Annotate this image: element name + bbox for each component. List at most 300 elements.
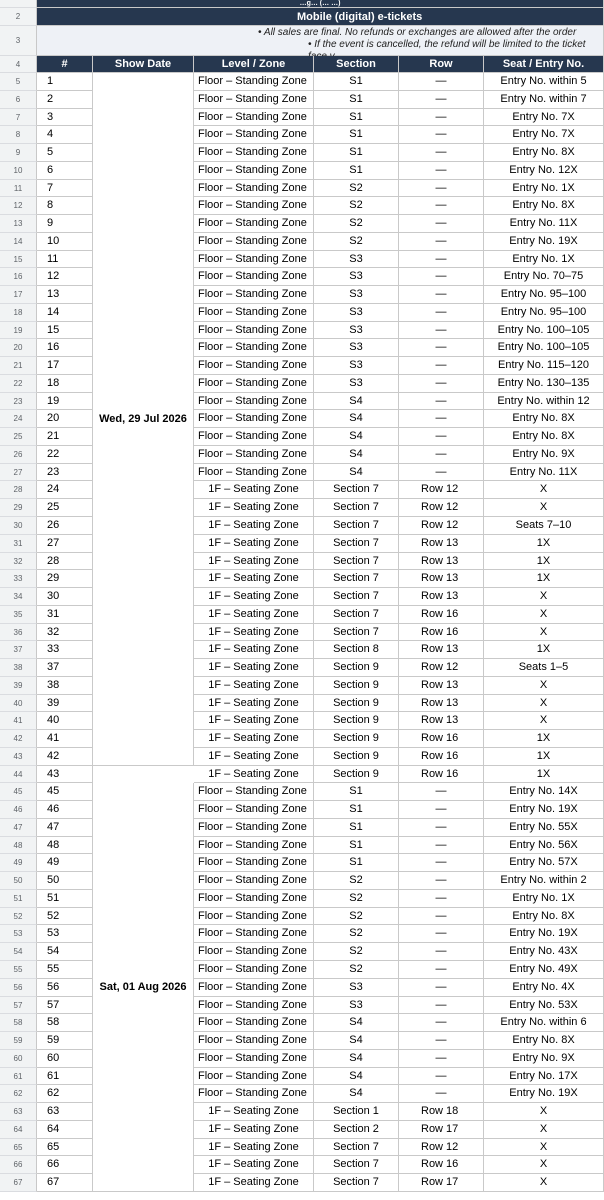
cell-level-zone[interactable]: Floor – Standing Zone	[194, 180, 314, 198]
cell-seat-entry[interactable]: X	[484, 1174, 604, 1192]
cell-section[interactable]: S4	[314, 464, 399, 482]
cell-number[interactable]: 59	[37, 1032, 93, 1050]
row-number[interactable]: 29	[0, 499, 37, 517]
row-number[interactable]: 15	[0, 251, 37, 269]
row-number[interactable]: 26	[0, 446, 37, 464]
cell-seat-entry[interactable]: Entry No. 55X	[484, 819, 604, 837]
row-number[interactable]: 31	[0, 535, 37, 553]
cell-section[interactable]: S1	[314, 854, 399, 872]
cell-section[interactable]: S2	[314, 215, 399, 233]
cell-seat-entry[interactable]: X	[484, 712, 604, 730]
cell-row[interactable]: —	[399, 73, 484, 91]
row-number[interactable]: 7	[0, 109, 37, 127]
cell-row[interactable]: Row 16	[399, 766, 484, 784]
row-number[interactable]: 11	[0, 180, 37, 198]
cell-section[interactable]: S4	[314, 428, 399, 446]
cell-seat-entry[interactable]: Entry No. 57X	[484, 854, 604, 872]
cell-row[interactable]: —	[399, 428, 484, 446]
cell-section[interactable]: S4	[314, 1050, 399, 1068]
col-header-show-date[interactable]: Show Date	[93, 56, 194, 73]
cell-section[interactable]: S3	[314, 979, 399, 997]
cell-section[interactable]: S3	[314, 322, 399, 340]
row-number[interactable]: 58	[0, 1014, 37, 1032]
cell-row[interactable]: —	[399, 1014, 484, 1032]
col-header-row[interactable]: Row	[399, 56, 484, 73]
row-number[interactable]: 53	[0, 925, 37, 943]
cell-level-zone[interactable]: Floor – Standing Zone	[194, 819, 314, 837]
cell-section[interactable]: S1	[314, 73, 399, 91]
cell-row[interactable]: Row 12	[399, 481, 484, 499]
cell-row[interactable]: —	[399, 91, 484, 109]
cell-seat-entry[interactable]: Entry No. 43X	[484, 943, 604, 961]
cell-row[interactable]: Row 13	[399, 641, 484, 659]
cell-level-zone[interactable]: Floor – Standing Zone	[194, 801, 314, 819]
cell-number[interactable]: 67	[37, 1174, 93, 1192]
cell-section[interactable]: Section 7	[314, 535, 399, 553]
row-number[interactable]: 66	[0, 1156, 37, 1174]
cell-number[interactable]: 48	[37, 837, 93, 855]
cell-row[interactable]: Row 13	[399, 712, 484, 730]
cell-section[interactable]: S4	[314, 1014, 399, 1032]
row-number[interactable]: 18	[0, 304, 37, 322]
cell-number[interactable]: 2	[37, 91, 93, 109]
cell-row[interactable]: —	[399, 997, 484, 1015]
cell-section[interactable]: S2	[314, 197, 399, 215]
cell-row[interactable]: Row 12	[399, 517, 484, 535]
row-number[interactable]: 8	[0, 126, 37, 144]
cell-row[interactable]: —	[399, 393, 484, 411]
cell-section[interactable]: Section 7	[314, 1156, 399, 1174]
cell-row[interactable]: Row 16	[399, 606, 484, 624]
row-number[interactable]: 6	[0, 91, 37, 109]
cell-number[interactable]: 30	[37, 588, 93, 606]
row-number[interactable]: 56	[0, 979, 37, 997]
cell-seat-entry[interactable]: Seats 1–5	[484, 659, 604, 677]
cell-number[interactable]: 65	[37, 1139, 93, 1157]
cell-number[interactable]: 25	[37, 499, 93, 517]
cell-row[interactable]: Row 12	[399, 1139, 484, 1157]
cell-seat-entry[interactable]: 1X	[484, 766, 604, 784]
cell-seat-entry[interactable]: Entry No. 56X	[484, 837, 604, 855]
row-number[interactable]: 65	[0, 1139, 37, 1157]
row-number[interactable]: 39	[0, 677, 37, 695]
cell-number[interactable]: 52	[37, 908, 93, 926]
cell-section[interactable]: Section 2	[314, 1121, 399, 1139]
cell-seat-entry[interactable]: X	[484, 1139, 604, 1157]
cell-row[interactable]: —	[399, 979, 484, 997]
cell-number[interactable]: 51	[37, 890, 93, 908]
cell-seat-entry[interactable]: 1X	[484, 748, 604, 766]
cell-level-zone[interactable]: 1F – Seating Zone	[194, 659, 314, 677]
cell-number[interactable]: 12	[37, 268, 93, 286]
cell-number[interactable]: 22	[37, 446, 93, 464]
cell-number[interactable]: 60	[37, 1050, 93, 1068]
cell-seat-entry[interactable]: Entry No. 49X	[484, 961, 604, 979]
cell-section[interactable]: S3	[314, 357, 399, 375]
row-number[interactable]: 25	[0, 428, 37, 446]
cell-section[interactable]: S1	[314, 144, 399, 162]
cell-row[interactable]: —	[399, 783, 484, 801]
cell-row[interactable]: —	[399, 854, 484, 872]
row-number[interactable]: 23	[0, 393, 37, 411]
banner-title[interactable]: Mobile (digital) e-tickets	[37, 8, 604, 26]
cell-seat-entry[interactable]: X	[484, 624, 604, 642]
cell-row[interactable]: —	[399, 1032, 484, 1050]
cell-section[interactable]: S2	[314, 872, 399, 890]
cell-seat-entry[interactable]: Entry No. 9X	[484, 1050, 604, 1068]
cell-section[interactable]: Section 9	[314, 766, 399, 784]
cell-level-zone[interactable]: 1F – Seating Zone	[194, 641, 314, 659]
cell-row[interactable]: Row 13	[399, 570, 484, 588]
cell-section[interactable]: Section 9	[314, 677, 399, 695]
cell-section[interactable]: S1	[314, 801, 399, 819]
cell-number[interactable]: 24	[37, 481, 93, 499]
cell-row[interactable]: Row 13	[399, 677, 484, 695]
cell-number[interactable]: 20	[37, 410, 93, 428]
cell-row[interactable]: —	[399, 819, 484, 837]
cell-number[interactable]: 33	[37, 641, 93, 659]
cell-number[interactable]: 41	[37, 730, 93, 748]
cell-level-zone[interactable]: Floor – Standing Zone	[194, 162, 314, 180]
cell-seat-entry[interactable]: Entry No. 7X	[484, 109, 604, 127]
cell-section[interactable]: S2	[314, 961, 399, 979]
cell-section[interactable]: Section 7	[314, 588, 399, 606]
cell-section[interactable]: Section 9	[314, 712, 399, 730]
cell-number[interactable]: 19	[37, 393, 93, 411]
row-number[interactable]: 45	[0, 783, 37, 801]
cell-section[interactable]: S1	[314, 837, 399, 855]
cell-seat-entry[interactable]: Entry No. 11X	[484, 215, 604, 233]
cell-seat-entry[interactable]: Entry No. 11X	[484, 464, 604, 482]
cell-seat-entry[interactable]: 1X	[484, 570, 604, 588]
cell-section[interactable]: S1	[314, 819, 399, 837]
cell-seat-entry[interactable]: 1X	[484, 641, 604, 659]
row-number[interactable]: 41	[0, 712, 37, 730]
row-number[interactable]: 42	[0, 730, 37, 748]
row-number[interactable]: 22	[0, 375, 37, 393]
cell-number[interactable]: 40	[37, 712, 93, 730]
cell-section[interactable]: Section 1	[314, 1103, 399, 1121]
cell-level-zone[interactable]: 1F – Seating Zone	[194, 695, 314, 713]
cell-level-zone[interactable]: Floor – Standing Zone	[194, 126, 314, 144]
cell-seat-entry[interactable]: Entry No. 100–105	[484, 339, 604, 357]
cell-level-zone[interactable]: Floor – Standing Zone	[194, 1050, 314, 1068]
cell-section[interactable]: S3	[314, 997, 399, 1015]
row-number[interactable]: 12	[0, 197, 37, 215]
cell-row[interactable]: Row 16	[399, 748, 484, 766]
cell-number[interactable]: 23	[37, 464, 93, 482]
cell-section[interactable]: S3	[314, 251, 399, 269]
cell-section[interactable]: S2	[314, 943, 399, 961]
cell-row[interactable]: Row 12	[399, 499, 484, 517]
cell-number[interactable]: 38	[37, 677, 93, 695]
cell-seat-entry[interactable]: Entry No. 19X	[484, 233, 604, 251]
cell-level-zone[interactable]: Floor – Standing Zone	[194, 979, 314, 997]
row-number[interactable]: 51	[0, 890, 37, 908]
cell-seat-entry[interactable]: 1X	[484, 730, 604, 748]
row-number[interactable]: 24	[0, 410, 37, 428]
row-number[interactable]: 10	[0, 162, 37, 180]
cell-level-zone[interactable]: 1F – Seating Zone	[194, 553, 314, 571]
cell-number[interactable]: 18	[37, 375, 93, 393]
row-number[interactable]: 28	[0, 481, 37, 499]
row-number[interactable]: 33	[0, 570, 37, 588]
cell-number[interactable]: 16	[37, 339, 93, 357]
cell-seat-entry[interactable]: Entry No. 7X	[484, 126, 604, 144]
cell-section[interactable]: Section 8	[314, 641, 399, 659]
cell-section[interactable]: S4	[314, 393, 399, 411]
cell-seat-entry[interactable]: X	[484, 588, 604, 606]
cell-number[interactable]: 28	[37, 553, 93, 571]
cell-level-zone[interactable]: 1F – Seating Zone	[194, 481, 314, 499]
row-number[interactable]: 3	[0, 26, 37, 56]
cell-row[interactable]: —	[399, 908, 484, 926]
cell-section[interactable]: S1	[314, 783, 399, 801]
col-header-number[interactable]: #	[37, 56, 93, 73]
cell-number[interactable]: 26	[37, 517, 93, 535]
cell-row[interactable]: Row 12	[399, 659, 484, 677]
cell-row[interactable]: —	[399, 322, 484, 340]
cell-number[interactable]: 42	[37, 748, 93, 766]
cell-seat-entry[interactable]: X	[484, 1103, 604, 1121]
cell-number[interactable]: 1	[37, 73, 93, 91]
cell-section[interactable]: S1	[314, 126, 399, 144]
cell-seat-entry[interactable]: 1X	[484, 535, 604, 553]
cell-seat-entry[interactable]: Entry No. 95–100	[484, 304, 604, 322]
notice-cell[interactable]	[37, 26, 604, 56]
cell-level-zone[interactable]: Floor – Standing Zone	[194, 251, 314, 269]
cell-row[interactable]: —	[399, 961, 484, 979]
cell-seat-entry[interactable]: Entry No. 8X	[484, 410, 604, 428]
cell-number[interactable]: 37	[37, 659, 93, 677]
cell-row[interactable]: —	[399, 410, 484, 428]
cell-seat-entry[interactable]: Entry No. within 2	[484, 872, 604, 890]
cell-seat-entry[interactable]: Entry No. 70–75	[484, 268, 604, 286]
col-header-seat-entry[interactable]: Seat / Entry No.	[484, 56, 604, 73]
row-number[interactable]: 46	[0, 801, 37, 819]
cell-level-zone[interactable]: Floor – Standing Zone	[194, 322, 314, 340]
cell-row[interactable]: —	[399, 925, 484, 943]
cell-seat-entry[interactable]: Entry No. 8X	[484, 428, 604, 446]
cell-number[interactable]: 32	[37, 624, 93, 642]
cell-seat-entry[interactable]: X	[484, 677, 604, 695]
cell-level-zone[interactable]: Floor – Standing Zone	[194, 1068, 314, 1086]
cell-section[interactable]: S3	[314, 286, 399, 304]
row-number[interactable]: 61	[0, 1068, 37, 1086]
cell-level-zone[interactable]: 1F – Seating Zone	[194, 535, 314, 553]
cell-number[interactable]: 64	[37, 1121, 93, 1139]
row-number[interactable]: 62	[0, 1085, 37, 1103]
cell-seat-entry[interactable]: X	[484, 1156, 604, 1174]
cell-seat-entry[interactable]: Entry No. 8X	[484, 144, 604, 162]
cell-seat-entry[interactable]: Entry No. 14X	[484, 783, 604, 801]
cell-seat-entry[interactable]: X	[484, 481, 604, 499]
cell-section[interactable]: Section 9	[314, 748, 399, 766]
cell-level-zone[interactable]: 1F – Seating Zone	[194, 1174, 314, 1192]
cell-row[interactable]: Row 13	[399, 553, 484, 571]
cell-row[interactable]: —	[399, 872, 484, 890]
cell-number[interactable]: 39	[37, 695, 93, 713]
cell-seat-entry[interactable]: Entry No. 9X	[484, 446, 604, 464]
row-number[interactable]: 19	[0, 322, 37, 340]
cell-level-zone[interactable]: 1F – Seating Zone	[194, 1156, 314, 1174]
cell-seat-entry[interactable]: Entry No. 8X	[484, 1032, 604, 1050]
row-number[interactable]: 54	[0, 943, 37, 961]
cell-seat-entry[interactable]: Entry No. 1X	[484, 890, 604, 908]
cell-level-zone[interactable]: 1F – Seating Zone	[194, 1103, 314, 1121]
cell-row[interactable]: —	[399, 126, 484, 144]
cell-level-zone[interactable]: Floor – Standing Zone	[194, 1014, 314, 1032]
cell-row[interactable]: —	[399, 144, 484, 162]
cell-row[interactable]: Row 17	[399, 1174, 484, 1192]
cell-number[interactable]: 62	[37, 1085, 93, 1103]
cell-row[interactable]: —	[399, 304, 484, 322]
cell-level-zone[interactable]: Floor – Standing Zone	[194, 286, 314, 304]
cell-seat-entry[interactable]: X	[484, 499, 604, 517]
cell-section[interactable]: Section 9	[314, 730, 399, 748]
cell-section[interactable]: S2	[314, 925, 399, 943]
cell-level-zone[interactable]: 1F – Seating Zone	[194, 1121, 314, 1139]
cell-number[interactable]: 50	[37, 872, 93, 890]
row-number[interactable]: 59	[0, 1032, 37, 1050]
cell-level-zone[interactable]: Floor – Standing Zone	[194, 233, 314, 251]
row-number[interactable]: 27	[0, 464, 37, 482]
cell-seat-entry[interactable]: Entry No. 53X	[484, 997, 604, 1015]
cell-number[interactable]: 56	[37, 979, 93, 997]
cell-level-zone[interactable]: Floor – Standing Zone	[194, 908, 314, 926]
cell-seat-entry[interactable]: Entry No. 8X	[484, 197, 604, 215]
cell-level-zone[interactable]: Floor – Standing Zone	[194, 428, 314, 446]
cell-seat-entry[interactable]: Entry No. within 12	[484, 393, 604, 411]
row-number[interactable]: 20	[0, 339, 37, 357]
cell-level-zone[interactable]: Floor – Standing Zone	[194, 837, 314, 855]
cell-section[interactable]: Section 7	[314, 606, 399, 624]
cell-section[interactable]: Section 7	[314, 499, 399, 517]
cell-row[interactable]: Row 13	[399, 588, 484, 606]
cell-row[interactable]: —	[399, 286, 484, 304]
row-number[interactable]: 30	[0, 517, 37, 535]
cell-level-zone[interactable]: Floor – Standing Zone	[194, 854, 314, 872]
cell-level-zone[interactable]: 1F – Seating Zone	[194, 588, 314, 606]
row-number[interactable]: 64	[0, 1121, 37, 1139]
cell-level-zone[interactable]: 1F – Seating Zone	[194, 730, 314, 748]
row-number[interactable]: 43	[0, 748, 37, 766]
cell-level-zone[interactable]: Floor – Standing Zone	[194, 925, 314, 943]
row-number[interactable]: 60	[0, 1050, 37, 1068]
cell-number[interactable]: 8	[37, 197, 93, 215]
row-number[interactable]: 52	[0, 908, 37, 926]
cell-number[interactable]: 46	[37, 801, 93, 819]
cell-section[interactable]: S3	[314, 339, 399, 357]
cell-number[interactable]: 43	[37, 766, 93, 784]
row-number[interactable]: 35	[0, 606, 37, 624]
cell-seat-entry[interactable]: X	[484, 695, 604, 713]
row-number[interactable]: 67	[0, 1174, 37, 1192]
cell-seat-entry[interactable]: Seats 7–10	[484, 517, 604, 535]
cell-row[interactable]: —	[399, 197, 484, 215]
cell-seat-entry[interactable]: X	[484, 606, 604, 624]
cell-seat-entry[interactable]: 1X	[484, 553, 604, 571]
cell-section[interactable]: S4	[314, 1085, 399, 1103]
row-number[interactable]: 37	[0, 641, 37, 659]
cell-row[interactable]: —	[399, 180, 484, 198]
row-number[interactable]: 9	[0, 144, 37, 162]
cell-seat-entry[interactable]: Entry No. within 7	[484, 91, 604, 109]
row-number[interactable]: 17	[0, 286, 37, 304]
cell-row[interactable]: —	[399, 109, 484, 127]
row-number[interactable]: 57	[0, 997, 37, 1015]
cell-number[interactable]: 5	[37, 144, 93, 162]
cell-level-zone[interactable]: Floor – Standing Zone	[194, 783, 314, 801]
col-header-level-zone[interactable]: Level / Zone	[194, 56, 314, 73]
cell-level-zone[interactable]: Floor – Standing Zone	[194, 215, 314, 233]
cell-number[interactable]: 3	[37, 109, 93, 127]
cell-level-zone[interactable]: 1F – Seating Zone	[194, 499, 314, 517]
row-number[interactable]: 36	[0, 624, 37, 642]
cell-seat-entry[interactable]: Entry No. within 6	[484, 1014, 604, 1032]
cell-row[interactable]: —	[399, 837, 484, 855]
cell-section[interactable]: S3	[314, 375, 399, 393]
cell-number[interactable]: 10	[37, 233, 93, 251]
cell-section[interactable]: S1	[314, 109, 399, 127]
row-number[interactable]: 34	[0, 588, 37, 606]
row-number[interactable]: 44	[0, 766, 37, 784]
cell-section[interactable]: Section 7	[314, 553, 399, 571]
cell-row[interactable]: —	[399, 162, 484, 180]
cell-seat-entry[interactable]: Entry No. 115–120	[484, 357, 604, 375]
cell-row[interactable]: —	[399, 446, 484, 464]
cell-level-zone[interactable]: Floor – Standing Zone	[194, 446, 314, 464]
cell-row[interactable]: Row 13	[399, 535, 484, 553]
cell-level-zone[interactable]: Floor – Standing Zone	[194, 91, 314, 109]
cell-row[interactable]: —	[399, 1050, 484, 1068]
cell-level-zone[interactable]: 1F – Seating Zone	[194, 1139, 314, 1157]
cell-seat-entry[interactable]: Entry No. 1X	[484, 251, 604, 269]
cell-number[interactable]: 13	[37, 286, 93, 304]
cell-number[interactable]: 27	[37, 535, 93, 553]
cell-level-zone[interactable]: Floor – Standing Zone	[194, 357, 314, 375]
cell-seat-entry[interactable]: Entry No. within 5	[484, 73, 604, 91]
cell-section[interactable]: S3	[314, 304, 399, 322]
cell-seat-entry[interactable]: Entry No. 17X	[484, 1068, 604, 1086]
row-number[interactable]: 5	[0, 73, 37, 91]
cell-row[interactable]: —	[399, 339, 484, 357]
cell-row[interactable]: —	[399, 233, 484, 251]
cell-row[interactable]: Row 17	[399, 1121, 484, 1139]
cell-level-zone[interactable]: Floor – Standing Zone	[194, 997, 314, 1015]
cell-number[interactable]: 17	[37, 357, 93, 375]
row-number[interactable]: 50	[0, 872, 37, 890]
cell-section[interactable]: S2	[314, 890, 399, 908]
cell-level-zone[interactable]: Floor – Standing Zone	[194, 375, 314, 393]
cell-level-zone[interactable]: 1F – Seating Zone	[194, 712, 314, 730]
cell-row[interactable]: —	[399, 357, 484, 375]
cell-section[interactable]: S2	[314, 908, 399, 926]
cell-number[interactable]: 14	[37, 304, 93, 322]
cell-level-zone[interactable]: 1F – Seating Zone	[194, 677, 314, 695]
row-number[interactable]: 32	[0, 553, 37, 571]
cell-number[interactable]: 4	[37, 126, 93, 144]
cell-row[interactable]: —	[399, 801, 484, 819]
cell-level-zone[interactable]: Floor – Standing Zone	[194, 144, 314, 162]
cell-number[interactable]: 63	[37, 1103, 93, 1121]
cell-number[interactable]: 66	[37, 1156, 93, 1174]
cell-level-zone[interactable]: Floor – Standing Zone	[194, 109, 314, 127]
row-number[interactable]: 55	[0, 961, 37, 979]
cell-level-zone[interactable]: Floor – Standing Zone	[194, 339, 314, 357]
cell-level-zone[interactable]: 1F – Seating Zone	[194, 624, 314, 642]
cell-level-zone[interactable]: Floor – Standing Zone	[194, 943, 314, 961]
